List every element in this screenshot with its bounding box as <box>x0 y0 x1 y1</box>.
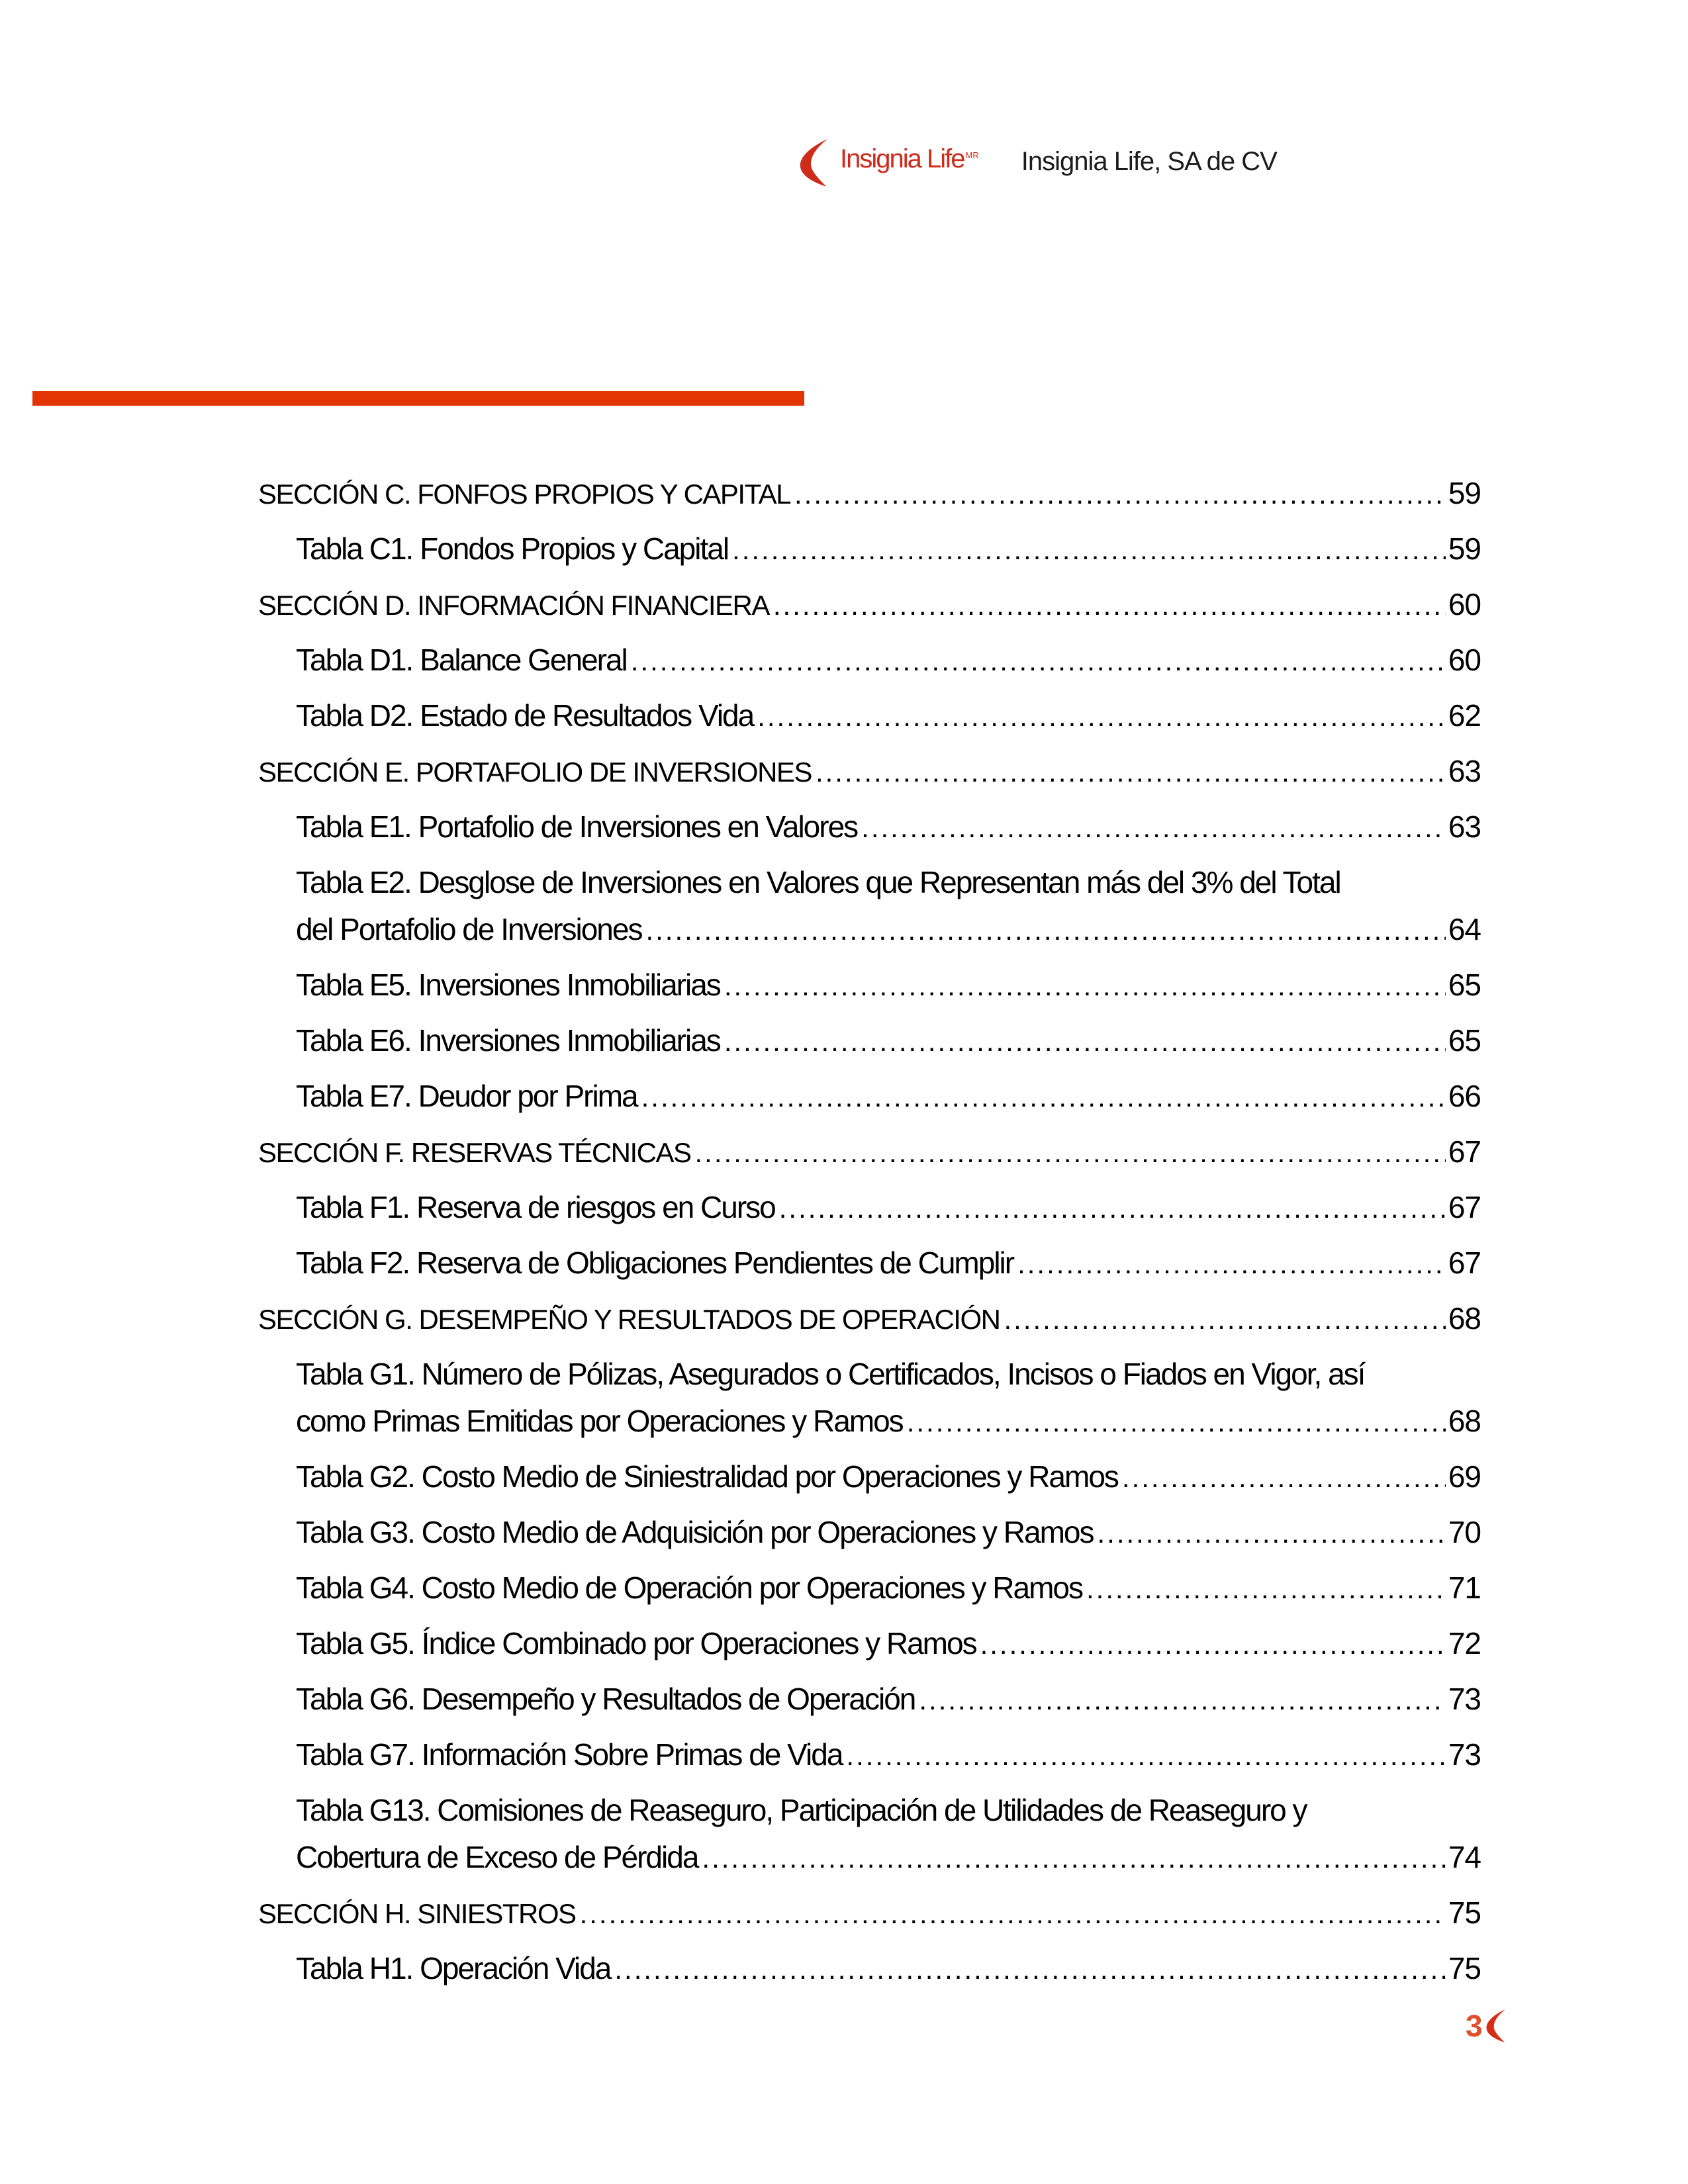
page-number: 3 <box>1466 2009 1483 2043</box>
toc-entry-title: Tabla D1. Balance General <box>296 643 627 677</box>
toc-page-number: 72 <box>1448 1626 1481 1661</box>
toc-entry-title: Tabla E1. Portafolio de Inversiones en Valores <box>296 809 858 844</box>
toc-entry[interactable] <box>258 525 1481 572</box>
toc-entry[interactable] <box>258 637 1481 684</box>
toc-entry[interactable] <box>258 1295 1481 1342</box>
toc-page-number: 73 <box>1448 1737 1481 1772</box>
toc-page-number: 67 <box>1448 1246 1481 1280</box>
logo-trademark: MR <box>965 150 979 160</box>
toc-entry-title: Tabla H1. Operación Vida <box>296 1951 611 1985</box>
toc-page-number: 75 <box>1448 1951 1481 1985</box>
toc-entry-title: Tabla E2. Desglose de Inversiones en Valores que Representan más del 3% del Total <box>296 865 1340 899</box>
toc-page-number: 64 <box>1448 912 1481 946</box>
toc-entry-title: SECCIÓN C. FONFOS PROPIOS Y CAPITAL <box>258 478 791 510</box>
toc-entry-line[interactable] <box>258 1565 1481 1612</box>
toc-page-number: 62 <box>1448 698 1481 733</box>
toc-entry[interactable] <box>258 470 1481 517</box>
dot-leader <box>919 1676 1445 1730</box>
dot-leader <box>757 693 1446 747</box>
company-name: Insignia Life, SA de CV <box>1021 147 1277 176</box>
toc-page-number: 59 <box>1448 476 1481 510</box>
crescent-icon <box>799 139 835 187</box>
dot-leader <box>861 804 1446 858</box>
toc-entry-line[interactable] <box>258 692 1481 739</box>
toc-entry-title: Tabla E7. Deudor por Prima <box>296 1079 637 1113</box>
toc-entry-line[interactable] <box>258 1295 1481 1342</box>
toc-entry[interactable] <box>258 692 1481 739</box>
dot-leader <box>846 1732 1445 1786</box>
red-divider-bar <box>32 391 804 406</box>
toc-entry[interactable] <box>258 962 1481 1009</box>
toc-entry-line[interactable] <box>258 1240 1481 1287</box>
dot-leader <box>907 1398 1446 1452</box>
toc-entry-title: Tabla G2. Costo Medio de Siniestralidad por Operaciones y Ramos <box>296 1459 1118 1494</box>
dot-leader <box>779 1185 1446 1238</box>
toc-entry-title: Tabla G1. Número de Pólizas, Asegurados o Certificados, Incisos o Fiados en Vigor, así <box>296 1357 1365 1391</box>
toc-entry-title: Tabla G5. Índice Combinado por Operaciones y Ramos <box>296 1626 976 1661</box>
toc-entry-line[interactable] <box>258 1787 1481 1834</box>
dot-leader <box>631 637 1446 691</box>
dot-leader <box>1017 1240 1446 1294</box>
toc-entry-line[interactable] <box>258 637 1481 684</box>
dot-leader <box>724 1018 1446 1071</box>
toc-entry-line[interactable] <box>258 1731 1481 1778</box>
toc-entry-line[interactable] <box>258 1945 1481 1992</box>
toc-entry-title: Cobertura de Exceso de Pérdida <box>296 1840 698 1874</box>
toc-entry-title: Tabla G6. Desempeño y Resultados de Operación <box>296 1682 915 1716</box>
dot-leader <box>702 1835 1445 1888</box>
toc-page-number: 71 <box>1448 1570 1481 1605</box>
dot-leader <box>1122 1454 1446 1508</box>
toc-entry-title: Tabla G13. Comisiones de Reaseguro, Participación de Utilidades de Reaseguro y <box>296 1793 1307 1827</box>
toc-entry-title: Tabla G3. Costo Medio de Adquisición por Operaciones y Ramos <box>296 1515 1094 1549</box>
dot-leader <box>641 1073 1446 1127</box>
insignia-life-logo <box>840 136 979 172</box>
toc-page-number: 65 <box>1448 968 1481 1002</box>
toc-page-number: 73 <box>1448 1682 1481 1716</box>
toc-page-number: 60 <box>1448 643 1481 677</box>
dot-leader <box>614 1946 1445 1999</box>
page-footer <box>1466 2009 1511 2042</box>
toc-page-number: 60 <box>1448 587 1481 621</box>
dot-leader <box>695 1129 1446 1183</box>
toc-entry-line[interactable] <box>258 1676 1481 1723</box>
toc-entry-line[interactable] <box>258 470 1481 517</box>
toc-entry-line[interactable] <box>258 1453 1481 1500</box>
toc <box>258 470 1481 2001</box>
toc-entry-line[interactable] <box>258 1073 1481 1120</box>
logo-wordmark: Insignia Life <box>840 144 964 173</box>
dot-leader <box>1097 1510 1445 1563</box>
toc-page-number: 74 <box>1448 1840 1481 1874</box>
crescent-icon <box>1485 2009 1511 2042</box>
toc-entry[interactable] <box>258 1565 1481 1612</box>
toc-entry[interactable] <box>258 1620 1481 1667</box>
toc-entry[interactable] <box>258 1731 1481 1778</box>
toc-entry[interactable] <box>258 1128 1481 1175</box>
toc-entry-title: Tabla G7. Información Sobre Primas de Vida <box>296 1737 843 1772</box>
toc-entry-line[interactable] <box>258 1128 1481 1175</box>
toc-entry-line[interactable] <box>258 525 1481 572</box>
toc-entry-line[interactable] <box>258 962 1481 1009</box>
toc-entry[interactable] <box>258 1453 1481 1500</box>
toc-entry-line[interactable] <box>258 1509 1481 1556</box>
toc-entry-line[interactable] <box>258 1834 1481 1881</box>
toc-entry-title: Tabla E6. Inversiones Inmobiliarias <box>296 1023 720 1058</box>
toc-entry-line[interactable] <box>258 1889 1481 1936</box>
dot-leader <box>980 1621 1446 1674</box>
toc-page-number: 67 <box>1448 1134 1481 1169</box>
dot-leader <box>645 907 1445 960</box>
toc-entry[interactable] <box>258 1184 1481 1231</box>
toc-page-number: 65 <box>1448 1023 1481 1058</box>
toc-entry[interactable] <box>258 803 1481 850</box>
toc-entry-line[interactable] <box>258 1620 1481 1667</box>
toc-entry-title: Tabla D2. Estado de Resultados Vida <box>296 698 754 733</box>
toc-page-number: 66 <box>1448 1079 1481 1113</box>
toc-page-number: 68 <box>1448 1404 1481 1438</box>
dot-leader <box>794 471 1446 524</box>
toc-entry[interactable] <box>258 1787 1481 1881</box>
toc-page-number: 68 <box>1448 1301 1481 1336</box>
toc-entry-title: SECCIÓN F. RESERVAS TÉCNICAS <box>258 1137 691 1168</box>
toc-entry-title: como Primas Emitidas por Operaciones y Ramos <box>296 1404 903 1438</box>
toc-page-number: 70 <box>1448 1515 1481 1549</box>
dot-leader <box>816 749 1446 802</box>
toc-entry-title: Tabla E5. Inversiones Inmobiliarias <box>296 968 720 1002</box>
dot-leader <box>724 962 1446 1016</box>
toc-entry[interactable] <box>258 859 1481 953</box>
toc-entry-line[interactable] <box>258 803 1481 850</box>
toc-entry-line[interactable] <box>258 1351 1481 1398</box>
toc-entry-title: Tabla C1. Fondos Propios y Capital <box>296 531 729 566</box>
toc-page-number: 69 <box>1448 1459 1481 1494</box>
toc-entry-title: Tabla G4. Costo Medio de Operación por Operaciones y Ramos <box>296 1570 1082 1605</box>
toc-entry[interactable] <box>258 1509 1481 1556</box>
toc-entry-line[interactable] <box>258 859 1481 906</box>
toc-page-number: 63 <box>1448 809 1481 844</box>
toc-entry-title: del Portafolio de Inversiones <box>296 912 642 946</box>
toc-entry-title: Tabla F1. Reserva de riesgos en Curso <box>296 1190 775 1224</box>
toc-entry[interactable] <box>258 1676 1481 1723</box>
toc-entry[interactable] <box>258 1889 1481 1936</box>
page-header <box>799 136 1277 187</box>
toc-entry[interactable] <box>258 1351 1481 1445</box>
toc-entry[interactable] <box>258 748 1481 795</box>
toc-entry-title: SECCIÓN E. PORTAFOLIO DE INVERSIONES <box>258 756 812 788</box>
toc-entry[interactable] <box>258 1240 1481 1287</box>
toc-entry-title: SECCIÓN G. DESEMPEÑO Y RESULTADOS DE OPERACIÓN <box>258 1304 1000 1335</box>
dot-leader <box>732 526 1446 580</box>
toc-page-number: 75 <box>1448 1895 1481 1930</box>
toc-entry-line[interactable] <box>258 1398 1481 1445</box>
dot-leader <box>1086 1565 1446 1619</box>
toc-entry-line[interactable] <box>258 748 1481 795</box>
dot-leader <box>580 1890 1446 1944</box>
toc-page-number: 63 <box>1448 754 1481 788</box>
toc-entry-title: SECCIÓN H. SINIESTROS <box>258 1898 576 1929</box>
toc-entry-title: Tabla F2. Reserva de Obligaciones Pendientes de Cumplir <box>296 1246 1014 1280</box>
toc-entry[interactable] <box>258 1017 1481 1064</box>
toc-entry[interactable] <box>258 581 1481 628</box>
toc-page-number: 67 <box>1448 1190 1481 1224</box>
toc-entry-title: SECCIÓN D. INFORMACIÓN FINANCIERA <box>258 590 769 621</box>
toc-page-number: 59 <box>1448 531 1481 566</box>
dot-leader <box>773 582 1446 635</box>
toc-entry-line[interactable] <box>258 581 1481 628</box>
toc-entry-line[interactable] <box>258 1184 1481 1231</box>
toc-entry[interactable] <box>258 1945 1481 1992</box>
toc-entry-line[interactable] <box>258 906 1481 953</box>
toc-entry[interactable] <box>258 1073 1481 1120</box>
toc-entry-line[interactable] <box>258 1017 1481 1064</box>
dot-leader <box>1004 1296 1445 1349</box>
